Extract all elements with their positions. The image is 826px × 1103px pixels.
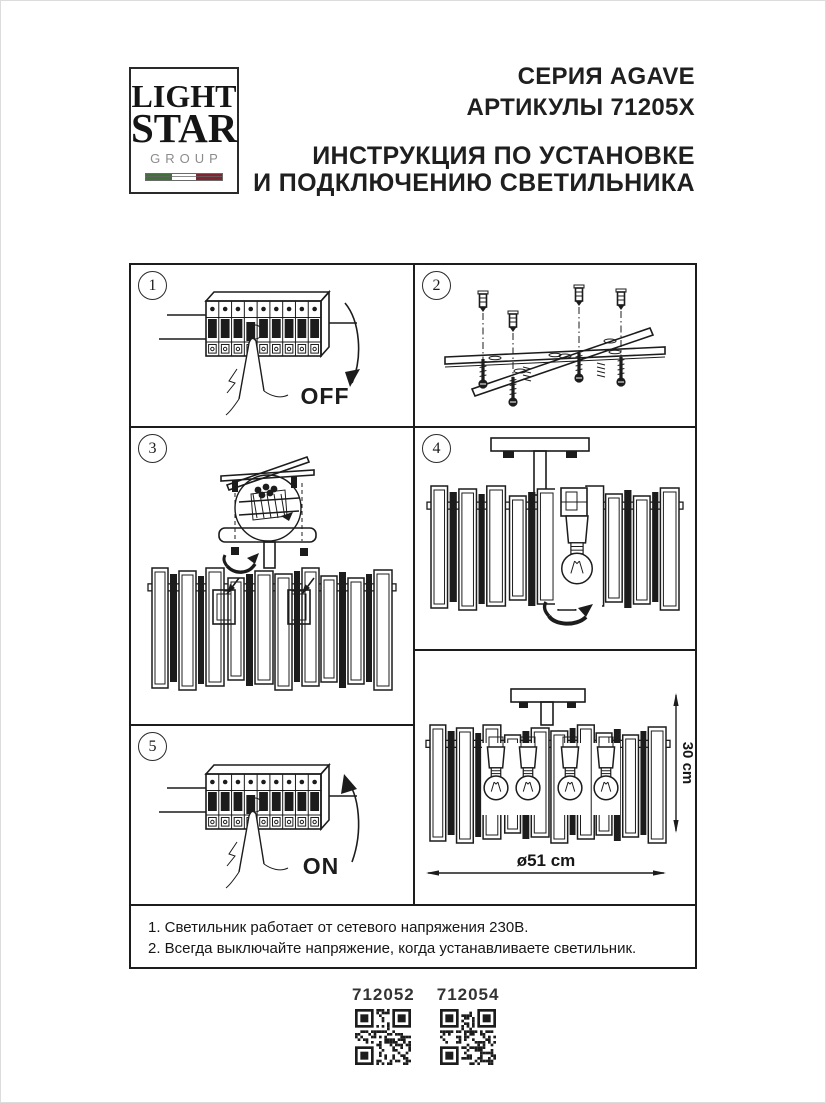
screw-icon (616, 357, 625, 387)
wall-anchor-icon (478, 291, 488, 312)
note-line-1: 1. Светильник работает от сетевого напряжения 230В. (148, 919, 529, 936)
italian-flag-stripe (145, 173, 223, 181)
switch-state-label-on: ON (302, 853, 340, 879)
note-line-2: 2. Всегда выключайте напряжение, когда устанавливаете светильник. (148, 940, 637, 957)
screw-rotation-arrow-icon (224, 553, 259, 572)
articles-title: АРТИКУЛЫ 71205X (466, 94, 695, 121)
product-code-column-1 (352, 985, 415, 1065)
pointing-hand-icon (226, 338, 288, 415)
step3-number: 3 (148, 439, 157, 457)
height-dimension-label: 30 cm (679, 741, 696, 785)
product-code-label-1: 712052 (352, 985, 415, 1004)
steps-grid (129, 263, 697, 906)
instruction-title-line1: ИНСТРУКЦИЯ ПО УСТАНОВКЕ (312, 142, 695, 170)
flag-white-segment (172, 174, 196, 180)
step5-number: 5 (148, 737, 157, 755)
step5-breaker-on-diagram (131, 726, 413, 904)
series-title: СЕРИЯ AGAVE (517, 63, 695, 90)
wiring-detail-magnifier (235, 475, 301, 541)
step2-number-badge (422, 271, 451, 300)
instruction-title-line2: И ПОДКЛЮЧЕНИЮ СВЕТИЛЬНИКА (253, 169, 695, 197)
arrow-up-icon (341, 774, 359, 862)
pointing-hand-icon (226, 811, 288, 888)
circuit-breaker-icon (159, 765, 357, 829)
finished-fixture-icon (511, 689, 585, 725)
step4-number: 4 (432, 439, 441, 457)
product-codes-block (352, 985, 499, 1065)
step3-wiring-and-mounting-diagram (131, 428, 413, 724)
step2-number: 2 (432, 276, 441, 294)
chandelier-slat-body (426, 725, 670, 843)
wall-anchor-icon (508, 311, 518, 332)
wall-anchor-icon (616, 289, 626, 310)
step3-number-badge (138, 434, 167, 463)
arrow-down-icon (345, 303, 360, 387)
step1-breaker-off-diagram (131, 265, 413, 426)
chandelier-slat-body (148, 568, 396, 690)
safety-notes-box (129, 904, 697, 969)
wall-anchor-icon (574, 285, 584, 306)
flag-green-segment (146, 174, 172, 180)
circuit-breaker-icon (159, 292, 357, 356)
step4-number-badge (422, 434, 451, 463)
lightstar-logo (129, 67, 239, 194)
flag-red-segment (196, 174, 222, 180)
header-instruction-title (253, 143, 695, 197)
step1-number-badge (138, 271, 167, 300)
screw-icon (478, 359, 487, 389)
logo-word-star: STAR (131, 105, 238, 151)
mounting-bracket-icon (445, 285, 665, 407)
header-series-block (467, 61, 695, 123)
finished-fixture-dimensions-diagram (415, 651, 695, 904)
qr-code-712054 (440, 1009, 496, 1065)
switch-state-label-off: OFF (300, 383, 350, 409)
qr-code-712052 (355, 1009, 411, 1065)
step5-number-badge (138, 732, 167, 761)
product-code-label-2: 712054 (436, 985, 500, 1004)
logo-word-light: LIGHT (131, 78, 237, 114)
step4-bulb-installation-diagram (415, 428, 695, 649)
logo-word-group: GROUP (150, 151, 223, 166)
product-code-column-2 (437, 985, 500, 1065)
diameter-dimension-label: ø51 cm (516, 851, 576, 870)
step1-number: 1 (148, 276, 157, 294)
step2-mounting-bracket-diagram (415, 265, 695, 426)
